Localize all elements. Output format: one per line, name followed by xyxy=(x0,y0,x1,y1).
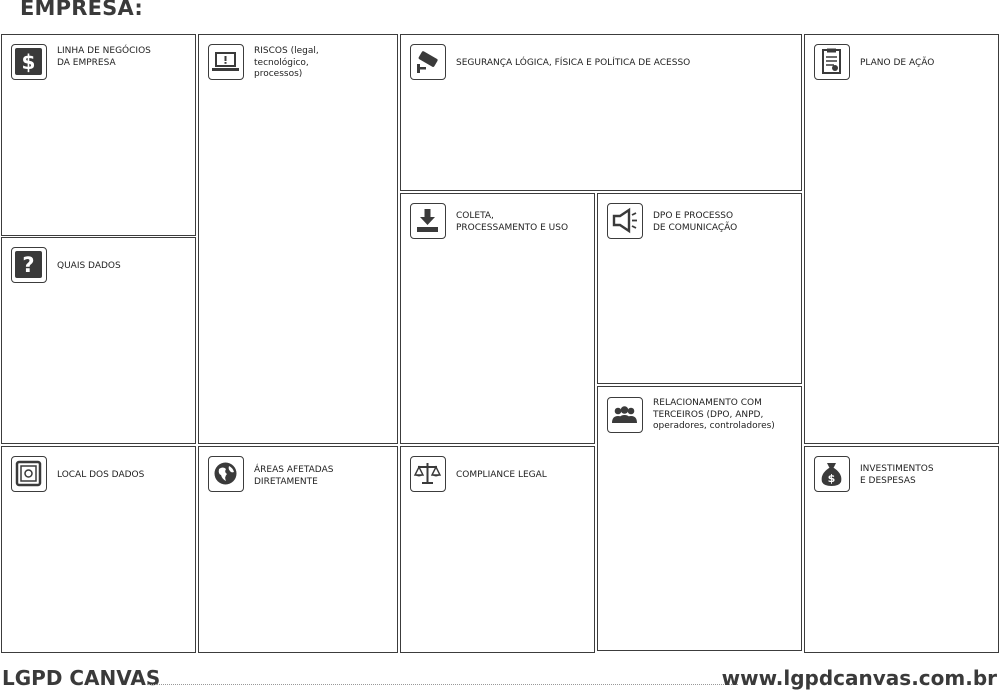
security-camera-icon xyxy=(410,44,446,80)
action-plan-icon xyxy=(814,44,850,80)
cell-label: SEGURANÇA LÓGICA, FÍSICA E POLÍTICA DE ACESSO xyxy=(456,58,691,68)
cell-seguranca[interactable] xyxy=(400,34,802,191)
cell-dpo[interactable] xyxy=(597,193,802,384)
question-icon: ? xyxy=(11,247,47,283)
cell-compliance-legal[interactable] xyxy=(400,446,595,653)
cell-relacionamento[interactable] xyxy=(597,386,802,651)
cell-investimentos[interactable] xyxy=(804,446,999,653)
cell-label: LOCAL DOS DADOS xyxy=(57,470,145,480)
megaphone-icon xyxy=(607,203,643,239)
cell-label: RELACIONAMENTO COM TERCEIROS (DPO, ANPD, operadores, controladores) xyxy=(653,398,775,431)
svg-text:$: $ xyxy=(827,472,836,485)
money-bag-icon xyxy=(814,456,850,492)
cell-local-dos-dados[interactable] xyxy=(1,446,196,653)
page-title: EMPRESA: xyxy=(20,0,143,20)
cell-label: RISCOS (legal, tecnológico, processos) xyxy=(254,46,319,79)
footer-brand: LGPD CANVAS xyxy=(2,666,161,690)
footer-url[interactable]: www.lgpdcanvas.com.br xyxy=(721,666,997,690)
scales-icon xyxy=(410,456,446,492)
globe-icon xyxy=(208,456,244,492)
cell-label: COLETA, PROCESSAMENTO E USO xyxy=(456,211,569,233)
laptop-warning-icon xyxy=(208,44,244,80)
cell-label: QUAIS DADOS xyxy=(57,261,121,271)
cell-coleta[interactable] xyxy=(400,193,595,444)
cell-label: DPO E PROCESSO DE COMUNICAÇÃO xyxy=(653,211,738,233)
download-icon xyxy=(410,203,446,239)
cell-label: LINHA DE NEGÓCIOS DA EMPRESA xyxy=(57,46,151,68)
cell-label: ÁREAS AFETADAS DIRETAMENTE xyxy=(254,465,334,487)
cell-label: COMPLIANCE LEGAL xyxy=(456,470,547,480)
group-icon xyxy=(607,397,643,433)
cell-quais-dados[interactable] xyxy=(1,237,196,444)
cell-plano-de-acao[interactable] xyxy=(804,34,999,444)
cell-linha-de-negocios[interactable] xyxy=(1,34,196,236)
safe-icon xyxy=(11,456,47,492)
dollar-icon: $ xyxy=(11,44,47,80)
cell-label: PLANO DE AÇÃO xyxy=(860,58,935,68)
cell-label: INVESTIMENTOS E DESPESAS xyxy=(860,464,934,486)
cell-areas-afetadas[interactable] xyxy=(198,446,398,653)
cell-riscos[interactable] xyxy=(198,34,398,444)
footer-dotted-line xyxy=(147,684,738,685)
